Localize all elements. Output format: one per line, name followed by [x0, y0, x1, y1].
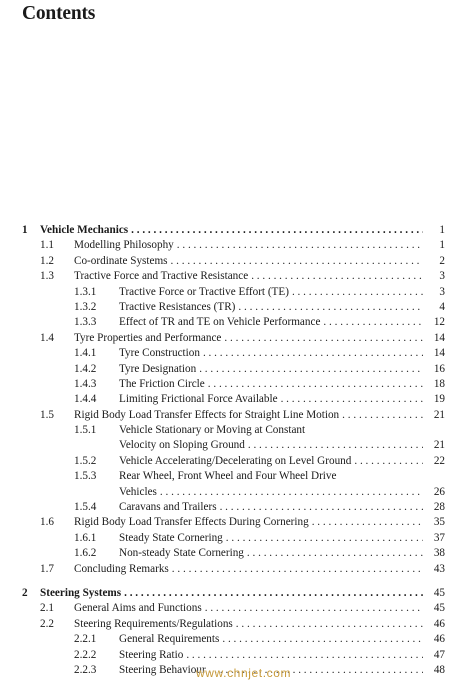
toc-entry-page: 18 — [433, 377, 445, 390]
toc-entry-number: 1.5.3 — [74, 470, 97, 483]
toc-entry-page: 21 — [433, 439, 445, 452]
toc-entry[interactable] — [0, 454, 463, 469]
toc-entry-page: 37 — [433, 531, 445, 544]
toc-leader-dots — [220, 500, 423, 515]
toc-entry[interactable] — [0, 300, 463, 315]
toc-entry[interactable] — [0, 238, 463, 253]
toc-entry-title: Non-steady State Cornering — [119, 547, 244, 560]
toc-entry-page: 45 — [433, 586, 445, 599]
toc-entry-title: Tractive Force or Tractive Effort (TE) — [119, 285, 289, 298]
toc-leader-dots — [172, 562, 423, 577]
toc-entry[interactable] — [0, 392, 463, 407]
toc-entry-number: 1.4 — [40, 331, 54, 344]
toc-entry-title: Tractive Force and Tractive Resistance — [74, 270, 249, 283]
toc-entry[interactable] — [0, 285, 463, 300]
toc-entry-title: Velocity on Sloping Ground — [119, 439, 245, 452]
toc-entry[interactable] — [0, 632, 463, 647]
toc-entry-number: 1.6 — [40, 516, 54, 529]
toc-entry-title: Vehicle Mechanics — [40, 224, 129, 236]
toc-leader-dots — [160, 485, 423, 500]
toc-leader-dots — [247, 546, 423, 561]
toc-entry[interactable] — [0, 269, 463, 284]
toc-entry[interactable] — [0, 500, 463, 515]
toc-entry-page: 43 — [433, 562, 445, 575]
toc-entry-page: 22 — [433, 454, 445, 467]
toc-entry-page: 47 — [433, 648, 445, 661]
toc-entry[interactable] — [0, 601, 463, 616]
toc-entry[interactable] — [0, 331, 463, 346]
toc-entry[interactable] — [0, 617, 463, 632]
toc-entry-page: 14 — [433, 347, 445, 360]
toc-entry-page: 19 — [433, 393, 445, 406]
toc-entry-page: 3 — [439, 285, 445, 298]
toc-entry[interactable] — [0, 469, 463, 484]
toc-leader-dots — [226, 531, 423, 546]
toc-entry-title: Effect of TR and TE on Vehicle Performance — [119, 316, 321, 329]
page-title: Contents — [22, 3, 96, 24]
toc-leader-dots — [208, 377, 423, 392]
toc-entry-title: Steering Behaviour — [119, 663, 206, 676]
toc-entry-number: 1.4.4 — [74, 393, 97, 406]
toc-entry-page: 1 — [439, 239, 445, 252]
toc-entry[interactable] — [0, 648, 463, 663]
toc-entry-title: Modelling Philosophy — [74, 239, 174, 252]
toc-entry-number: 1.6.1 — [74, 531, 97, 544]
toc-entry[interactable] — [0, 377, 463, 392]
toc-entry-page: 21 — [433, 408, 445, 421]
toc-entry[interactable] — [0, 315, 463, 330]
toc-entry-page: 35 — [433, 516, 445, 529]
toc-entry-number: 1 — [22, 224, 28, 236]
toc-entry-title: Vehicle Accelerating/Decelerating on Level Ground — [119, 454, 352, 467]
toc-entry-title: Concluding Remarks — [74, 562, 169, 575]
toc-entry-number: 1.3 — [40, 270, 54, 283]
toc-leader-dots — [342, 408, 423, 423]
toc-entry-number: 2.1 — [40, 602, 54, 615]
toc-entry[interactable] — [0, 485, 463, 500]
toc-entry-page: 45 — [433, 602, 445, 615]
toc-leader-dots — [203, 346, 423, 361]
toc-entry-number: 1.5.2 — [74, 454, 97, 467]
toc-leader-dots — [177, 238, 423, 253]
toc-entry-number: 1.5.1 — [74, 424, 97, 437]
toc-entry-number: 1.2 — [40, 254, 54, 267]
toc-entry-page: 16 — [433, 362, 445, 375]
toc-leader-dots — [124, 586, 423, 601]
toc-leader-dots — [205, 601, 423, 616]
toc-entry-number: 2.2.2 — [74, 648, 97, 661]
toc-leader-dots — [131, 223, 423, 238]
toc-entry-number: 1.3.1 — [74, 285, 97, 298]
toc-leader-dots — [354, 454, 423, 469]
toc-chapter-entry[interactable] — [0, 223, 463, 238]
toc-entry-number: 2 — [22, 586, 28, 599]
toc-leader-dots — [222, 632, 423, 647]
toc-entry[interactable] — [0, 362, 463, 377]
toc-entry-title: Co-ordinate Systems — [74, 254, 168, 267]
toc-entry-number: 1.6.2 — [74, 547, 97, 560]
toc-entry-title: Rigid Body Load Transfer Effects During Cornering — [74, 516, 309, 529]
toc-entry-page: 28 — [433, 501, 445, 514]
toc-entry-title: Limiting Frictional Force Available — [119, 393, 278, 406]
toc-entry[interactable] — [0, 531, 463, 546]
toc-entry-title: Steering Ratio — [119, 648, 184, 661]
toc-leader-dots — [236, 617, 423, 632]
toc-entry-title: Tractive Resistances (TR) — [119, 300, 236, 313]
toc-entry-page: 14 — [433, 331, 445, 344]
toc-entry[interactable] — [0, 254, 463, 269]
toc-entry-page: 46 — [433, 633, 445, 646]
toc-entry-title: Vehicles — [119, 485, 157, 498]
toc-entry-title: General Aims and Functions — [74, 602, 202, 615]
toc-leader-dots — [312, 515, 423, 530]
toc-entry[interactable] — [0, 346, 463, 361]
toc-entry-page: 46 — [433, 617, 445, 630]
toc-entry-title: General Requirements — [119, 633, 220, 646]
toc-entry-title: Vehicle Stationary or Moving at Constant — [119, 424, 306, 437]
toc-leader-dots — [186, 648, 423, 663]
toc-entry-title: Tyre Designation — [119, 362, 197, 375]
toc-leader-dots — [292, 285, 423, 300]
toc-entry-page: 12 — [433, 316, 445, 329]
toc-entry-title: Steering Systems — [40, 586, 122, 599]
toc-entry[interactable] — [0, 562, 463, 577]
watermark: www.chnjet.com — [196, 666, 292, 680]
toc-chapter-entry[interactable] — [0, 586, 463, 601]
toc-leader-dots — [238, 300, 423, 315]
toc-entry-title: Rear Wheel, Front Wheel and Four Wheel Drive — [119, 470, 337, 483]
toc-entry-number: 1.4.2 — [74, 362, 97, 375]
toc-entry-page: 1 — [439, 224, 445, 236]
toc-entry-page: 3 — [439, 270, 445, 283]
toc-leader-dots — [171, 254, 423, 269]
toc-entry-number: 1.4.1 — [74, 347, 97, 360]
toc-entry-page: 4 — [439, 300, 445, 313]
toc-entry-number: 1.7 — [40, 562, 54, 575]
toc-entry-number: 2.2.3 — [74, 663, 97, 676]
toc-entry-title: Rigid Body Load Transfer Effects for Straight Line Motion — [74, 408, 340, 421]
toc-entry-page: 2 — [439, 254, 445, 267]
toc-entry-title: Caravans and Trailers — [119, 501, 217, 514]
toc-entry[interactable] — [0, 546, 463, 561]
toc-leader-dots — [199, 362, 423, 377]
toc-entry-number: 1.5 — [40, 408, 54, 421]
toc-entry-page: 38 — [433, 547, 445, 560]
table-of-contents — [0, 223, 463, 678]
toc-leader-dots — [281, 392, 423, 407]
toc-leader-dots — [248, 438, 423, 453]
toc-entry-page: 26 — [433, 485, 445, 498]
toc-entry-number: 2.2.1 — [74, 633, 97, 646]
toc-entry-number: 1.3.2 — [74, 300, 97, 313]
toc-leader-dots — [251, 269, 423, 284]
toc-entry-title: Tyre Properties and Performance — [74, 331, 222, 344]
toc-entry-number: 1.1 — [40, 239, 54, 252]
toc-entry-title: The Friction Circle — [119, 377, 205, 390]
toc-entry-title: Tyre Construction — [119, 347, 200, 360]
toc-entry-number: 1.5.4 — [74, 501, 97, 514]
toc-leader-dots — [224, 331, 423, 346]
toc-entry-number: 1.3.3 — [74, 316, 97, 329]
toc-leader-dots — [323, 315, 423, 330]
toc-entry-number: 1.4.3 — [74, 377, 97, 390]
toc-entry-title: Steady State Cornering — [119, 531, 223, 544]
toc-entry[interactable] — [0, 423, 463, 438]
toc-entry[interactable] — [0, 515, 463, 530]
toc-entry[interactable] — [0, 438, 463, 453]
toc-entry-number: 2.2 — [40, 617, 54, 630]
toc-entry-title: Steering Requirements/Regulations — [74, 617, 233, 630]
toc-entry-page: 48 — [433, 663, 445, 676]
toc-entry[interactable] — [0, 408, 463, 423]
